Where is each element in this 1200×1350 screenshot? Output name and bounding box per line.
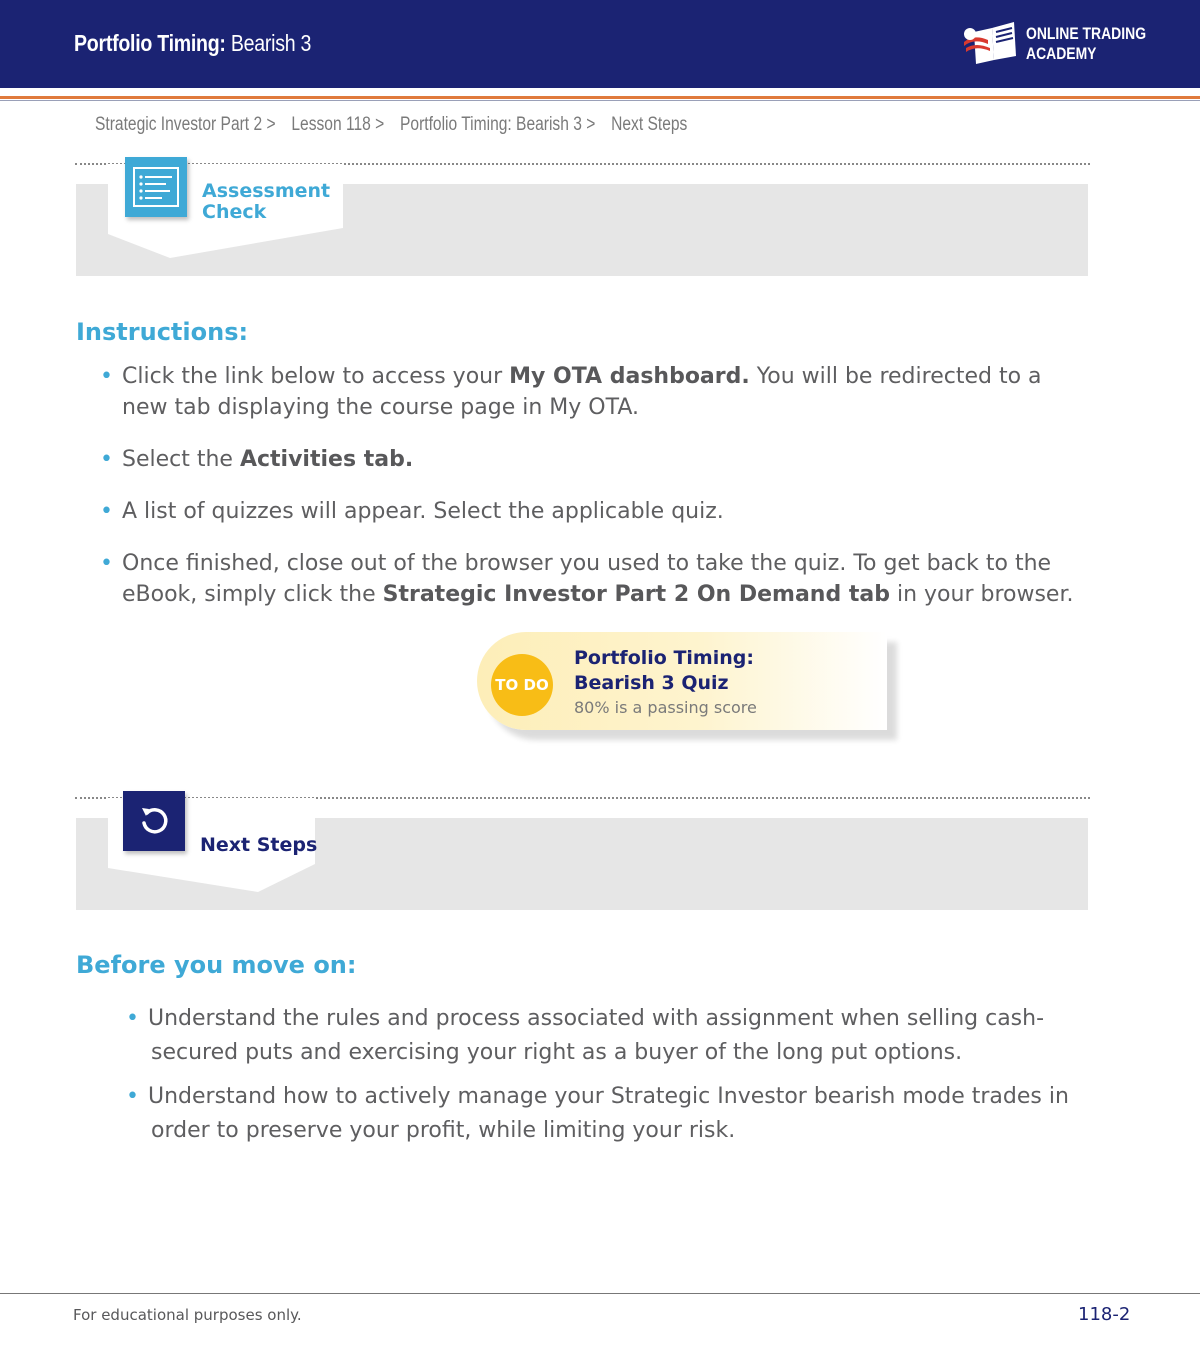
quiz-title-line-1: Portfolio Timing: — [574, 647, 754, 669]
bullet-icon: • — [100, 499, 113, 524]
list-item — [126, 1002, 1108, 1070]
ota-logo — [960, 20, 1147, 70]
assessment-label-line-1: Assessment — [202, 180, 331, 202]
item-text: Understand the rules and process associated with assignment when selling cash- — [148, 1006, 1045, 1031]
quiz-title-line-2: Bearish 3 Quiz — [574, 672, 729, 694]
footer-rule — [0, 1293, 1200, 1294]
breadcrumb-item[interactable]: Portfolio Timing: Bearish 3 > — [400, 114, 596, 135]
item-text: secured puts and exercising your right as a buyer of the long put options. — [151, 1040, 963, 1065]
item-text: A list of quizzes will appear. Select the applicable quiz. — [122, 499, 724, 524]
refresh-icon — [123, 791, 185, 851]
header-thin-rule — [0, 100, 1200, 101]
bullet-icon: • — [126, 1084, 139, 1109]
page-title — [74, 30, 311, 57]
logo-text — [1026, 24, 1146, 64]
list-item — [100, 496, 1082, 527]
bullet-icon: • — [100, 447, 113, 472]
book-flag-logo-icon — [960, 20, 1020, 68]
quiz-passing-score: 80% is a passing score — [574, 698, 757, 717]
quiz-todo-card[interactable] — [477, 632, 887, 730]
item-text: order to preserve your profit, while limiting your risk. — [151, 1118, 736, 1143]
item-text: Understand how to actively manage your Strategic Investor bearish mode trades in — [148, 1084, 1069, 1109]
page-title-strong: Portfolio Timing: — [74, 30, 226, 56]
list-item — [100, 444, 1082, 475]
item-text: Click the link below to access your — [122, 364, 510, 389]
quiz-title — [574, 646, 754, 696]
item-text: Select the — [122, 447, 240, 472]
bullet-icon: • — [100, 551, 113, 576]
breadcrumb-item[interactable]: Next Steps — [611, 114, 688, 135]
next-steps-label: Next Steps — [200, 834, 318, 856]
breadcrumb — [95, 114, 699, 136]
page-title-light: Bearish 3 — [225, 30, 312, 56]
page-number: 118-2 — [1078, 1304, 1131, 1325]
breadcrumb-item[interactable]: Strategic Investor Part 2 > — [95, 114, 276, 135]
bullet-icon: • — [100, 364, 113, 389]
header-orange-rule — [0, 96, 1200, 99]
item-bold: Strategic Investor Part 2 On Demand tab — [382, 582, 890, 607]
item-text: You will be redirected to a new tab displaying the course page in My OTA. — [122, 364, 1042, 420]
item-text: in your browser. — [889, 582, 1074, 607]
item-text: Once finished, close out of the browser you used to take the quiz. To get back to the eBook, simply click the — [122, 551, 1052, 607]
checklist-icon — [125, 157, 187, 217]
item-bold[interactable]: My OTA dashboard. — [509, 364, 750, 389]
page-header — [0, 0, 1200, 88]
assessment-label-line-2: Check — [202, 201, 267, 223]
before-list — [126, 1002, 1108, 1148]
instructions-heading: Instructions: — [76, 318, 249, 346]
assessment-label — [202, 181, 330, 223]
list-item — [100, 548, 1082, 610]
before-heading: Before you move on: — [76, 951, 357, 979]
todo-badge: TO DO — [491, 654, 553, 716]
list-item — [100, 361, 1082, 423]
instructions-list — [100, 361, 1082, 610]
breadcrumb-item[interactable]: Lesson 118 > — [291, 114, 385, 135]
logo-line-2: ACADEMY — [1026, 44, 1097, 63]
footer-disclaimer: For educational purposes only. — [73, 1306, 302, 1324]
list-item — [126, 1080, 1108, 1148]
logo-line-1: ONLINE TRADING — [1026, 24, 1147, 43]
bullet-icon: • — [126, 1006, 139, 1031]
item-bold: Activities tab. — [239, 447, 414, 472]
